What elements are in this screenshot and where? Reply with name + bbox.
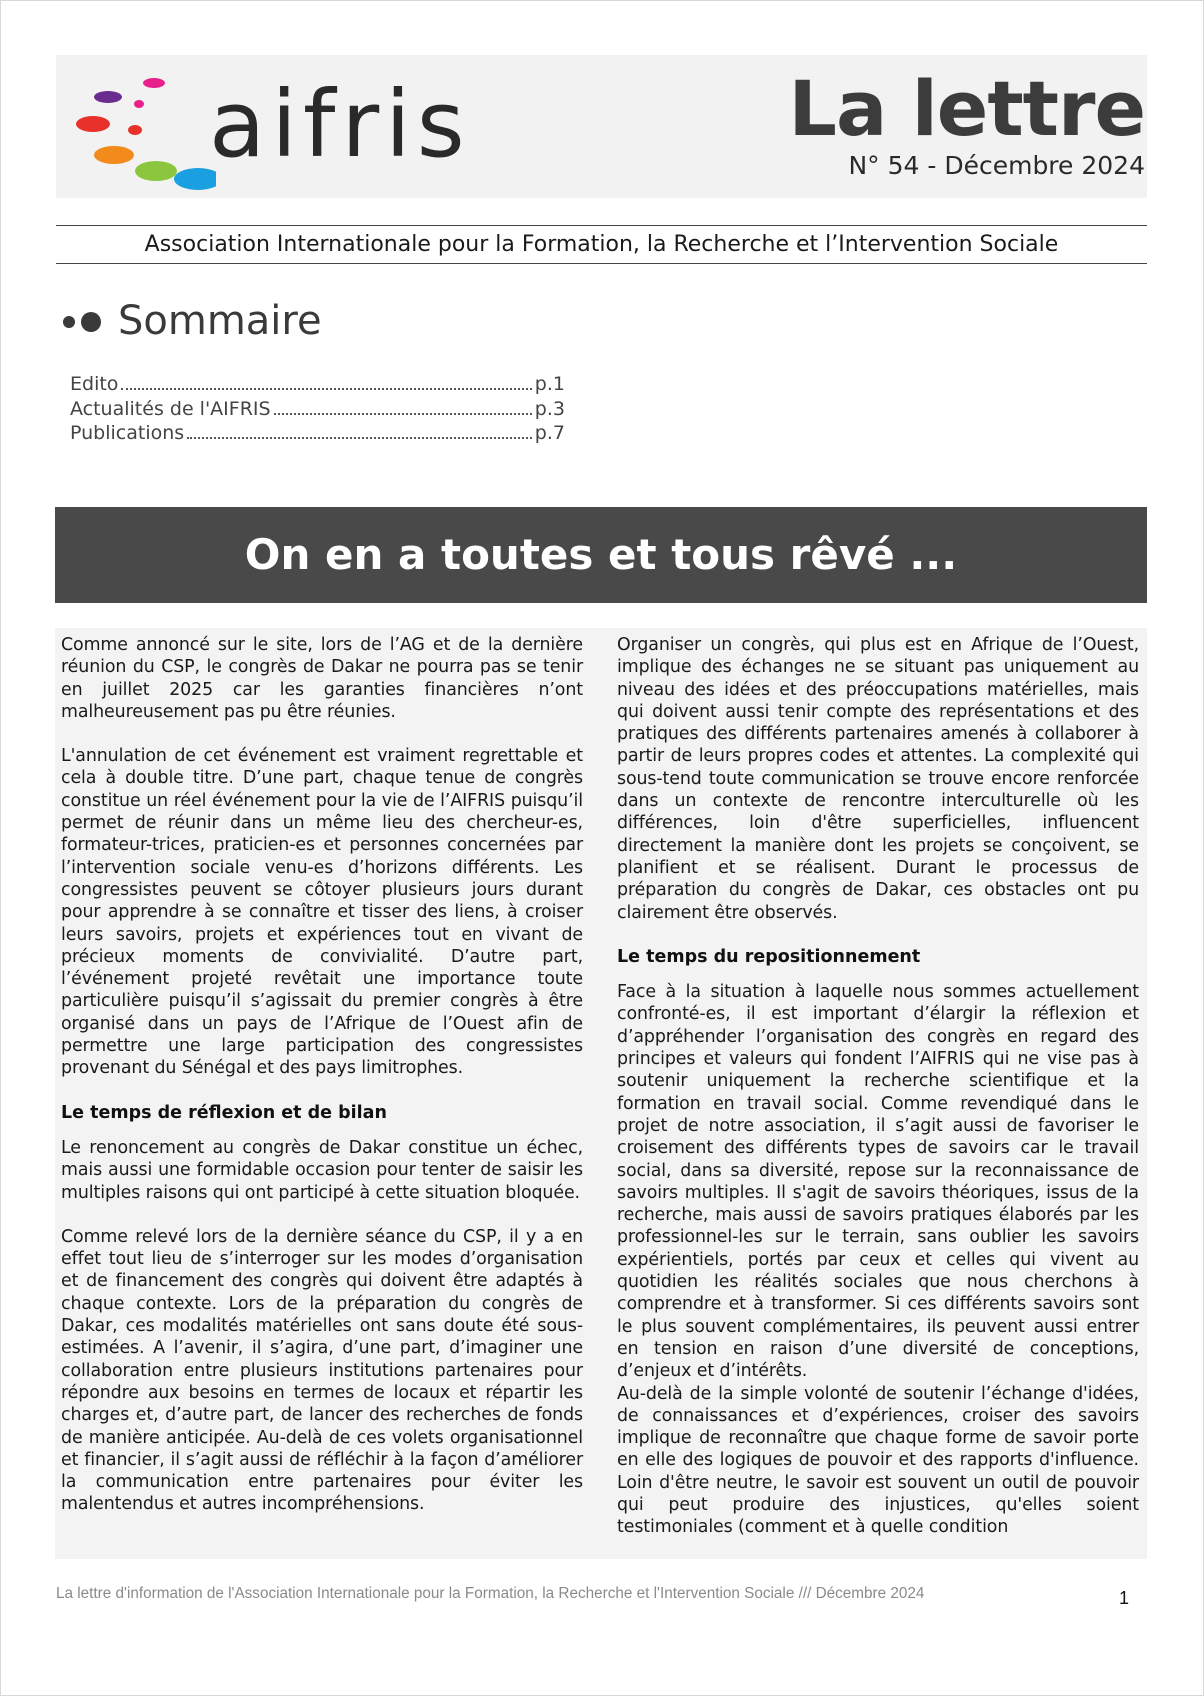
toc-item-label: Actualités de l'AIFRIS: [70, 397, 271, 420]
paragraph: Comme annoncé sur le site, lors de l’AG et de la dernière réunion du CSP, le congrès de Dakar ne pourra pas se tenir en juillet 2025 car les garanties financières n’ont malheureusement pas pu être réunies.: [61, 635, 583, 722]
issue-number: N° 54 - Décembre 2024: [848, 151, 1145, 180]
toc-item[interactable]: [70, 421, 565, 446]
edito-article: [55, 628, 1147, 1559]
table-of-contents: [70, 372, 565, 446]
toc-item[interactable]: [70, 372, 565, 397]
association-name: Association Internationale pour la Formation, la Recherche et l’Intervention Sociale: [56, 225, 1147, 264]
section-heading: Le temps du repositionnement: [617, 946, 921, 967]
newsletter-header: [56, 55, 1147, 198]
paragraph: Organiser un congrès, qui plus est en Afrique de l’Ouest, implique des échanges ne se situant pas uniquement au niveau des idées et des préoccupations matérielles, mais qui doivent aussi tenir compte des représentations et des pratiques des différents partenaires amenés à collaborer à partir de leurs propres codes et attentes. La complexité qui sous-tend toute communication se trouve encore renforcée dans un contexte de rencontre interculturelle où les différences, loin d'être superficielles, influencent directement la manière dont les projets se conçoivent, se planifient et se réalisent. Durant le processus de préparation du congrès de Dakar, ces obstacles ont pu clairement être observés.: [617, 635, 1139, 923]
toc-leader: [121, 388, 531, 390]
article-column-left: [61, 634, 583, 1516]
paragraph: Comme relevé lors de la dernière séance du CSP, il y a en effet tout lieu de s’interroger sur les modes d’organisation et de financement des congrès qui doivent être adaptés à chaque contexte. Lors de la préparation du congrès de Dakar, ces modalités matérielles ont sans doute été sous-estimées. A l’avenir, il s’agira, d’une part, d’imaginer une collaboration entre plusieurs institutions partenaires pour répondre aux besoins en termes de locaux et répartir les charges et, d’autre part, de lancer des recherches de fonds de manière anticipée. Au-delà de ces volets organisationnel et financier, il s’agit aussi de réfléchir à la façon d’améliorer la communication entre partenaires pour éviter les malentendus et autres incompréhensions.: [61, 1226, 583, 1515]
bullet-dots-icon: [62, 312, 106, 332]
toc-item-page: p.3: [534, 397, 565, 420]
toc-leader: [187, 437, 532, 439]
paragraph: Face à la situation à laquelle nous sommes actuellement confronté-es, il est important d’élargir la réflexion et d’appréhender l’organisation des congrès en regard des principes et valeurs qui fondent l’AIFRIS qui ne vise pas à soutenir uniquement la recherche scientifique et la formation en travail social. Comme revendiqué dans le projet de notre association, il s’agit aussi de favoriser le croisement des différents types de savoirs car le travail social, dans sa diversité, repose sur la reconnaissance de savoirs multiples. Il s'agit de savoirs théoriques, issus de la recherche, mais aussi de savoirs pratiques élaborés par les professionnel-les sur le terrain, sans oublier les savoirs expérientiels, portés par ceux et celles qui vivent au quotidien les réalités sociales que nous cherchons à comprendre et à transformer. Si ces différents savoirs sont le plus souvent complémentaires, ils peuvent aussi entrer en tension en raison d’une diversité de conceptions, d’enjeux et d’intérêts.: [617, 982, 1139, 1382]
article-column-right: [617, 634, 1139, 1539]
edito-banner: On en a toutes et tous rêvé ...: [55, 507, 1147, 603]
toc-item[interactable]: [70, 397, 565, 422]
logo-dots-icon: [76, 73, 216, 191]
page-number: 1: [1119, 1588, 1130, 1608]
paragraph: Le renoncement au congrès de Dakar constitue un échec, mais aussi une formidable occasion pour tenter de saisir les multiples raisons qui ont participé à cette situation bloquée.: [61, 1137, 583, 1203]
paragraph: L'annulation de cet événement est vraiment regrettable et cela à double titre. D’une part, chaque tenue de congrès constitue un réel événement pour la vie de l’AIFRIS puisqu’il permet de réunir dans un même lieu des chercheur-es, formateur-trices, praticien-es et personnes concernées par l’intervention sociale venu-es d’horizons différents. Les congressistes peuvent se côtoyer plusieurs jours durant pour apprendre à se connaître et tisser des liens, à croiser leurs savoirs, projets et expériences tout en vivant de précieux moments de convivialité. D’autre part, l’événement projeté revêtait une importance toute particulière puisqu’il s’agissait du premier congrès à être organisé dans un pays de l’Afrique de l’Ouest afin de permettre une large participation des congressistes provenant du Sénégal et des pays limitrophes.: [61, 746, 583, 1079]
toc-leader: [274, 413, 532, 415]
sommaire-title: Sommaire: [118, 298, 322, 344]
toc-item-page: p.7: [534, 422, 565, 444]
footer-text: La lettre d'information de l'Association Internationale pour la Formation, la Recherche et l'Intervention Sociale /// Décembre 2024: [56, 1585, 925, 1602]
paragraph: Au-delà de la simple volonté de soutenir l’échange d'idées, de connaissances et d’expériences, croiser des savoirs implique de reconnaître que chaque forme de savoir porte en elle des logiques de pouvoir et des rapports d'influence. Loin d'être neutre, le savoir est souvent un outil de pouvoir qui peut produire des injustices, qu'elles soient testimoniales (comment et à quelle condition: [617, 1383, 1139, 1538]
newsletter-title: La lettre: [788, 64, 1145, 153]
aifris-logo: [76, 71, 471, 191]
toc-item-label: Publications: [70, 422, 185, 444]
logo-wordmark: aifris: [209, 71, 471, 178]
toc-item-label: Edito: [70, 373, 119, 395]
toc-item-page: p.1: [534, 373, 565, 395]
section-heading: Le temps de réflexion et de bilan: [61, 1102, 387, 1123]
